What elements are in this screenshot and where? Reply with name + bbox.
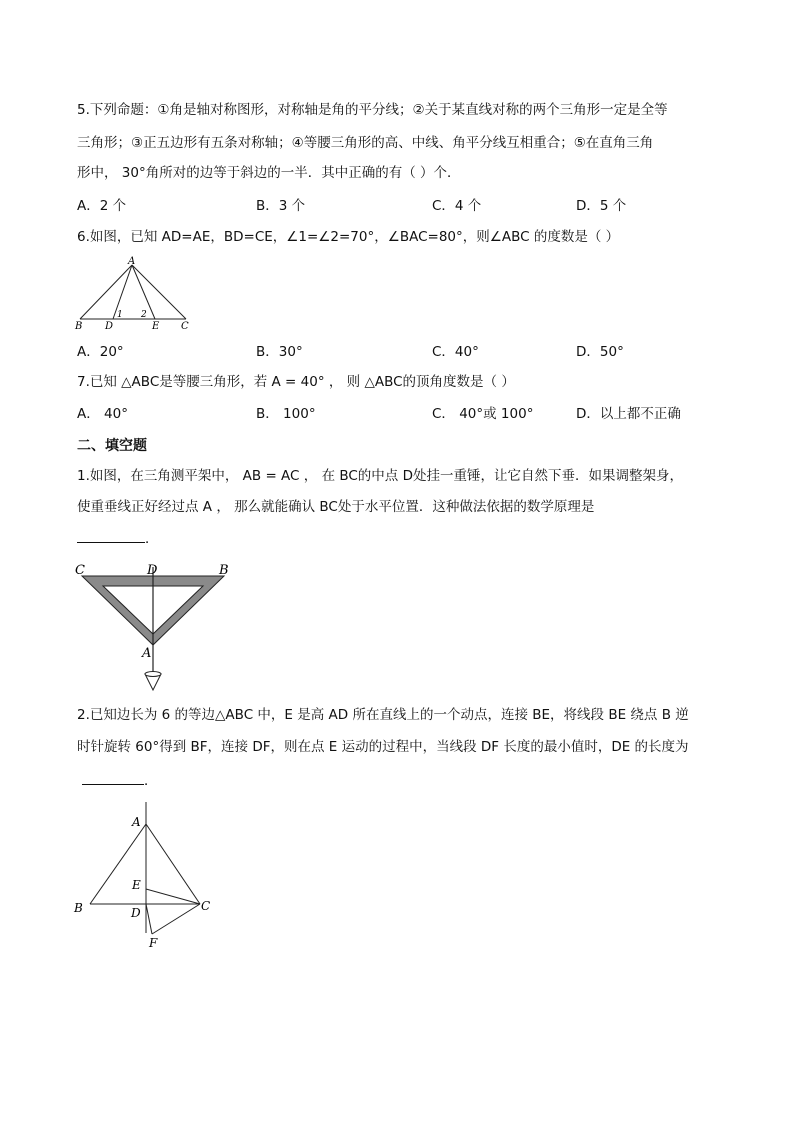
f2-figure (70, 800, 220, 955)
f1-figure (70, 558, 240, 698)
f1-line-1: 1.如图，在三角测平架中， AB = AC ， 在 BC的中点 D处挂一重锤，让它自然下垂．如果调整架身， (77, 468, 683, 484)
q6-option-d: D．50° (576, 344, 624, 360)
f1-label-b: B (219, 563, 229, 578)
q6-option-a: A．20° (77, 344, 124, 360)
q7-text: 7.已知 △ABC是等腰三角形，若 A = 40° ， 则 △ABC的顶角度数是（ ） (77, 374, 515, 390)
q5-line-1: 5.下列命题：①角是轴对称图形，对称轴是角的平分线；②关于某直线对称的两个三角形一定是全等 (77, 102, 668, 118)
f2-label-a: A (132, 815, 141, 829)
q6-option-c: C．40° (432, 344, 479, 360)
q7-option-c: C． 40°或 100° (432, 406, 534, 422)
f2-label-c: C (201, 899, 211, 913)
q5-option-d: D．5 个 (576, 198, 627, 214)
q6-label-d: D (105, 321, 114, 332)
f1-label-d: D (147, 563, 158, 578)
answer-blank (82, 770, 144, 785)
f1-label-a: A (142, 646, 152, 661)
q6-option-b: B．30° (256, 344, 303, 360)
answer-blank (77, 528, 145, 543)
f2-label-d: D (131, 906, 141, 920)
q6-text: 6.如图，已知 AD=AE，BD=CE，∠1=∠2=70°，∠BAC=80°，则∠ABC 的度数是（ ） (77, 229, 620, 245)
f2-label-f: F (149, 936, 158, 950)
q5-option-a: A．2 个 (77, 198, 127, 214)
f1-line-2: 使重垂线正好经过点 A ， 那么就能确认 BC处于水平位置．这种做法依据的数学原理是 (77, 499, 595, 515)
q6-angle-1: 1 (117, 310, 123, 320)
q6-angle-2: 2 (141, 310, 147, 320)
f1-answer-line (77, 528, 159, 549)
q6-label-e: E (152, 321, 160, 332)
section-title: 二、填空题 (77, 438, 147, 454)
f2-label-e: E (132, 878, 141, 892)
f2-answer-line (82, 770, 158, 791)
q7-option-b: B． 100° (256, 406, 316, 422)
f1-label-c: C (75, 563, 85, 578)
f2-line-1: 2.已知边长为 6 的等边△ABC 中，E 是高 AD 所在直线上的一个动点，连接 BE，将线段 BE 绕点 B 逆 (77, 707, 689, 723)
q7-option-a: A． 40° (77, 406, 128, 422)
q6-label-a: A (128, 256, 136, 267)
q5-option-b: B．3 个 (256, 198, 306, 214)
q6-label-b: B (75, 321, 83, 332)
f2-end-period: ． (144, 773, 158, 789)
q7-option-d: D．以上都不正确 (576, 406, 681, 422)
f2-line-2: 时针旋转 60°得到 BF，连接 DF，则在点 E 运动的过程中，当线段 DF 长度的最小值时，DE 的长度为 (77, 739, 689, 755)
q5-option-c: C．4 个 (432, 198, 482, 214)
f2-label-b: B (74, 901, 83, 915)
q5-line-2: 三角形；③正五边形有五条对称轴；④等腰三角形的高、中线、角平分线互相重合；⑤在直角三角 (77, 135, 654, 151)
q5-line-3: 形中， 30°角所对的边等于斜边的一半．其中正确的有（ ）个． (77, 165, 461, 181)
f1-end-period: ． (145, 531, 159, 547)
q6-label-c: C (181, 321, 189, 332)
q6-figure (70, 255, 200, 335)
